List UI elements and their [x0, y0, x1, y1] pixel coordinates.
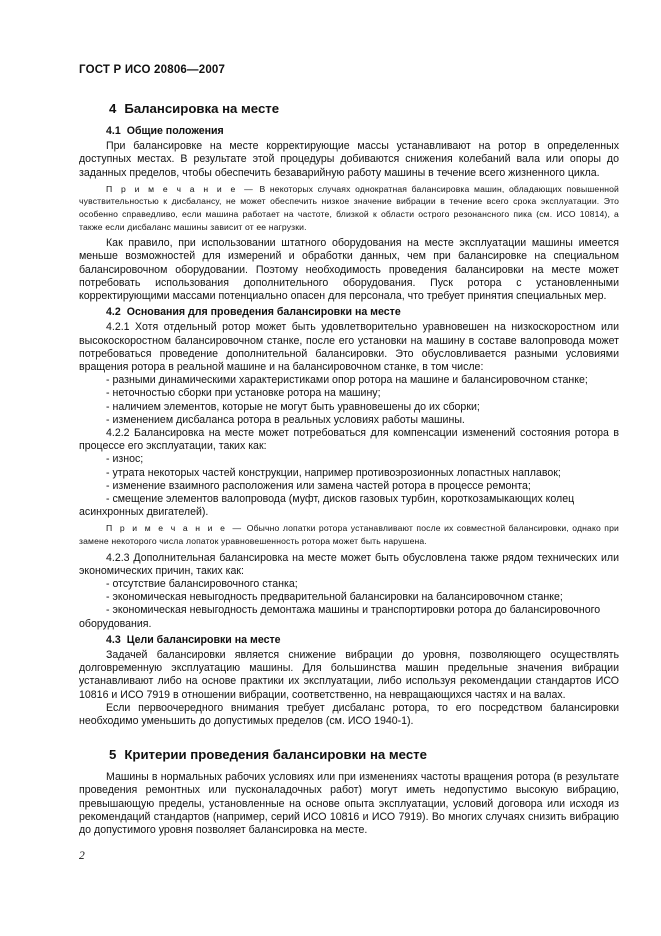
- list-item: - изменением дисбаланса ротора в реальных условиях работы машины.: [106, 413, 465, 426]
- subsection-title: Основания для проведения балансировки на месте: [126, 306, 401, 319]
- section-4-heading: [79, 101, 619, 117]
- paragraph: Если первоочередного внимания требует дисбаланс ротора, то его посредством балансировки необходимо уменьшить до допустимых пределов (см. ИСО 1940-1).: [79, 701, 619, 728]
- subsection-4-3-heading: [79, 634, 619, 647]
- list-item: - износ;: [106, 453, 144, 466]
- subsection-title: Цели балансировки на месте: [126, 633, 281, 646]
- list-item: - отсутствие балансировочного станка;: [106, 578, 298, 591]
- section-5-heading: [79, 747, 619, 763]
- note-label: П р и м е ч а н и е —: [106, 183, 255, 194]
- paragraph: 4.2.3 Дополнительная балансировка на месте может быть обусловлена также рядом технических или экономических причин, таких как:: [79, 551, 619, 577]
- paragraph: Как правило, при использовании штатного оборудования на месте эксплуатации машины имеется меньше возможностей для измерений и обработки данных, чем при балансировке на специальном балансировочном оборудовании. Поэтому необходимость проведения балансировки на месте может потребовать использования дополнительного оборудования. Пуск ротора с установленными корректирующими массами потенциально опасен для персонала, что требует принятия специальных мер.: [79, 237, 619, 302]
- note-text: В некоторых случаях однократная балансировка машин, обладающих повышенной чувствительностью к дисбалансу, не может обеспечить низкое значение вибрации в течение всего срока эксплуатации. Это особенно справедливо, если машина работает на частоте, близкой к области острого резонансного пика (см. ИСО 10814), а также если дисбаланс машины зависит от ее нагрузки.: [79, 183, 619, 232]
- subsection-number: 4.1: [106, 125, 121, 137]
- section-title: Критерии проведения балансировки на месте: [124, 747, 427, 763]
- subsection-title: Общие положения: [126, 125, 224, 137]
- section-title: Балансировка на месте: [124, 101, 280, 116]
- list-item: - изменение взаимного расположения или замена частей ротора в процессе ремонта;: [106, 479, 531, 492]
- list-item: - наличием элементов, которые не могут быть уравновешены до их сборки;: [106, 400, 480, 413]
- note-label: П р и м е ч а н и е —: [106, 523, 244, 534]
- paragraph: Машины в нормальных рабочих условиях или при изменениях частоты вращения ротора (в результате проведения ремонтных или пусконаладочных работ) могут иметь недопустимо высокую вибрацию, превышающую пределы, установленные на основе опыта эксплуатации, условий договора или исходя из рекомендаций стандартов (например, серий ИСО 10816 и ИСО 7919). Во многих случаях снизить вибрацию до допустимого уровня позволяет балансировка на месте.: [79, 771, 619, 837]
- page-number: 2: [79, 850, 85, 862]
- list-item: - смещение элементов валопровода (муфт, дисков газовых турбин, короткозамыкающих колец асинхронных двигателей).: [79, 493, 575, 519]
- subsection-number: 4.3: [106, 633, 121, 646]
- document-body: [79, 96, 619, 837]
- list-item: - экономическая невыгодность предварительной балансировки на балансировочном станке;: [106, 591, 563, 604]
- paragraph: 4.2.1 Хотя отдельный ротор может быть удовлетворительно уравновешен на низкоскоростном или высокоскоростном балансировочном станке, после его установки на машину в составе валопровода может потребоваться проведение дополнительной балансировки. Это обусловливается разными условиями вращения ротора в реальной машине и на балансировочном станке, в том числе:: [79, 321, 619, 374]
- paragraph: 4.2.2 Балансировка на месте может потребоваться для компенсации изменений состояния ротора в процессе его эксплуатации, таких как:: [79, 427, 619, 453]
- subsection-number: 4.2: [106, 306, 121, 319]
- section-number: 4: [109, 101, 117, 116]
- section-number: 5: [109, 747, 117, 763]
- subsection-4-2-heading: [79, 306, 619, 319]
- note-text: Обычно лопатки ротора устанавливают после их совместной балансировки, однако при замене некоторого числа лопаток уравновешенность ротора может быть нарушена.: [79, 523, 619, 547]
- note: [79, 183, 619, 233]
- note: [79, 522, 619, 547]
- list-item: - утрата некоторых частей конструкции, например противоэрозионных лопастных наплавок;: [106, 466, 561, 479]
- list-item: - неточностью сборки при установке ротора на машину;: [106, 387, 381, 400]
- document-code-header: ГОСТ Р ИСО 20806—2007: [79, 64, 226, 76]
- paragraph: Задачей балансировки является снижение вибрации до уровня, позволяющего осуществлять долговременную эксплуатацию машины. Для большинства машин предельные значения вибрации устанавливают либо на основе практики их эксплуатации, либо используя рекомендации стандартов ИСО 10816 и ИСО 7919 в отношении вибрации, соответственно, на невращающихся частях и на валах.: [79, 649, 619, 701]
- list-item: - экономическая невыгодность демонтажа машины и транспортировки ротора до балансировочного оборудования.: [79, 604, 601, 630]
- list-item: - разными динамическими характеристиками опор ротора на машине и балансировочном станке;: [106, 374, 588, 387]
- subsection-4-1-heading: [79, 125, 619, 138]
- paragraph: При балансировке на месте корректирующие массы устанавливают на ротор в определенных доступных местах. В результате этой процедуры добиваются снижения колебаний вала или опоры до заданных пределов, чтобы обеспечить безаварийную работу машины в течение всего жизненного цикла.: [79, 140, 619, 179]
